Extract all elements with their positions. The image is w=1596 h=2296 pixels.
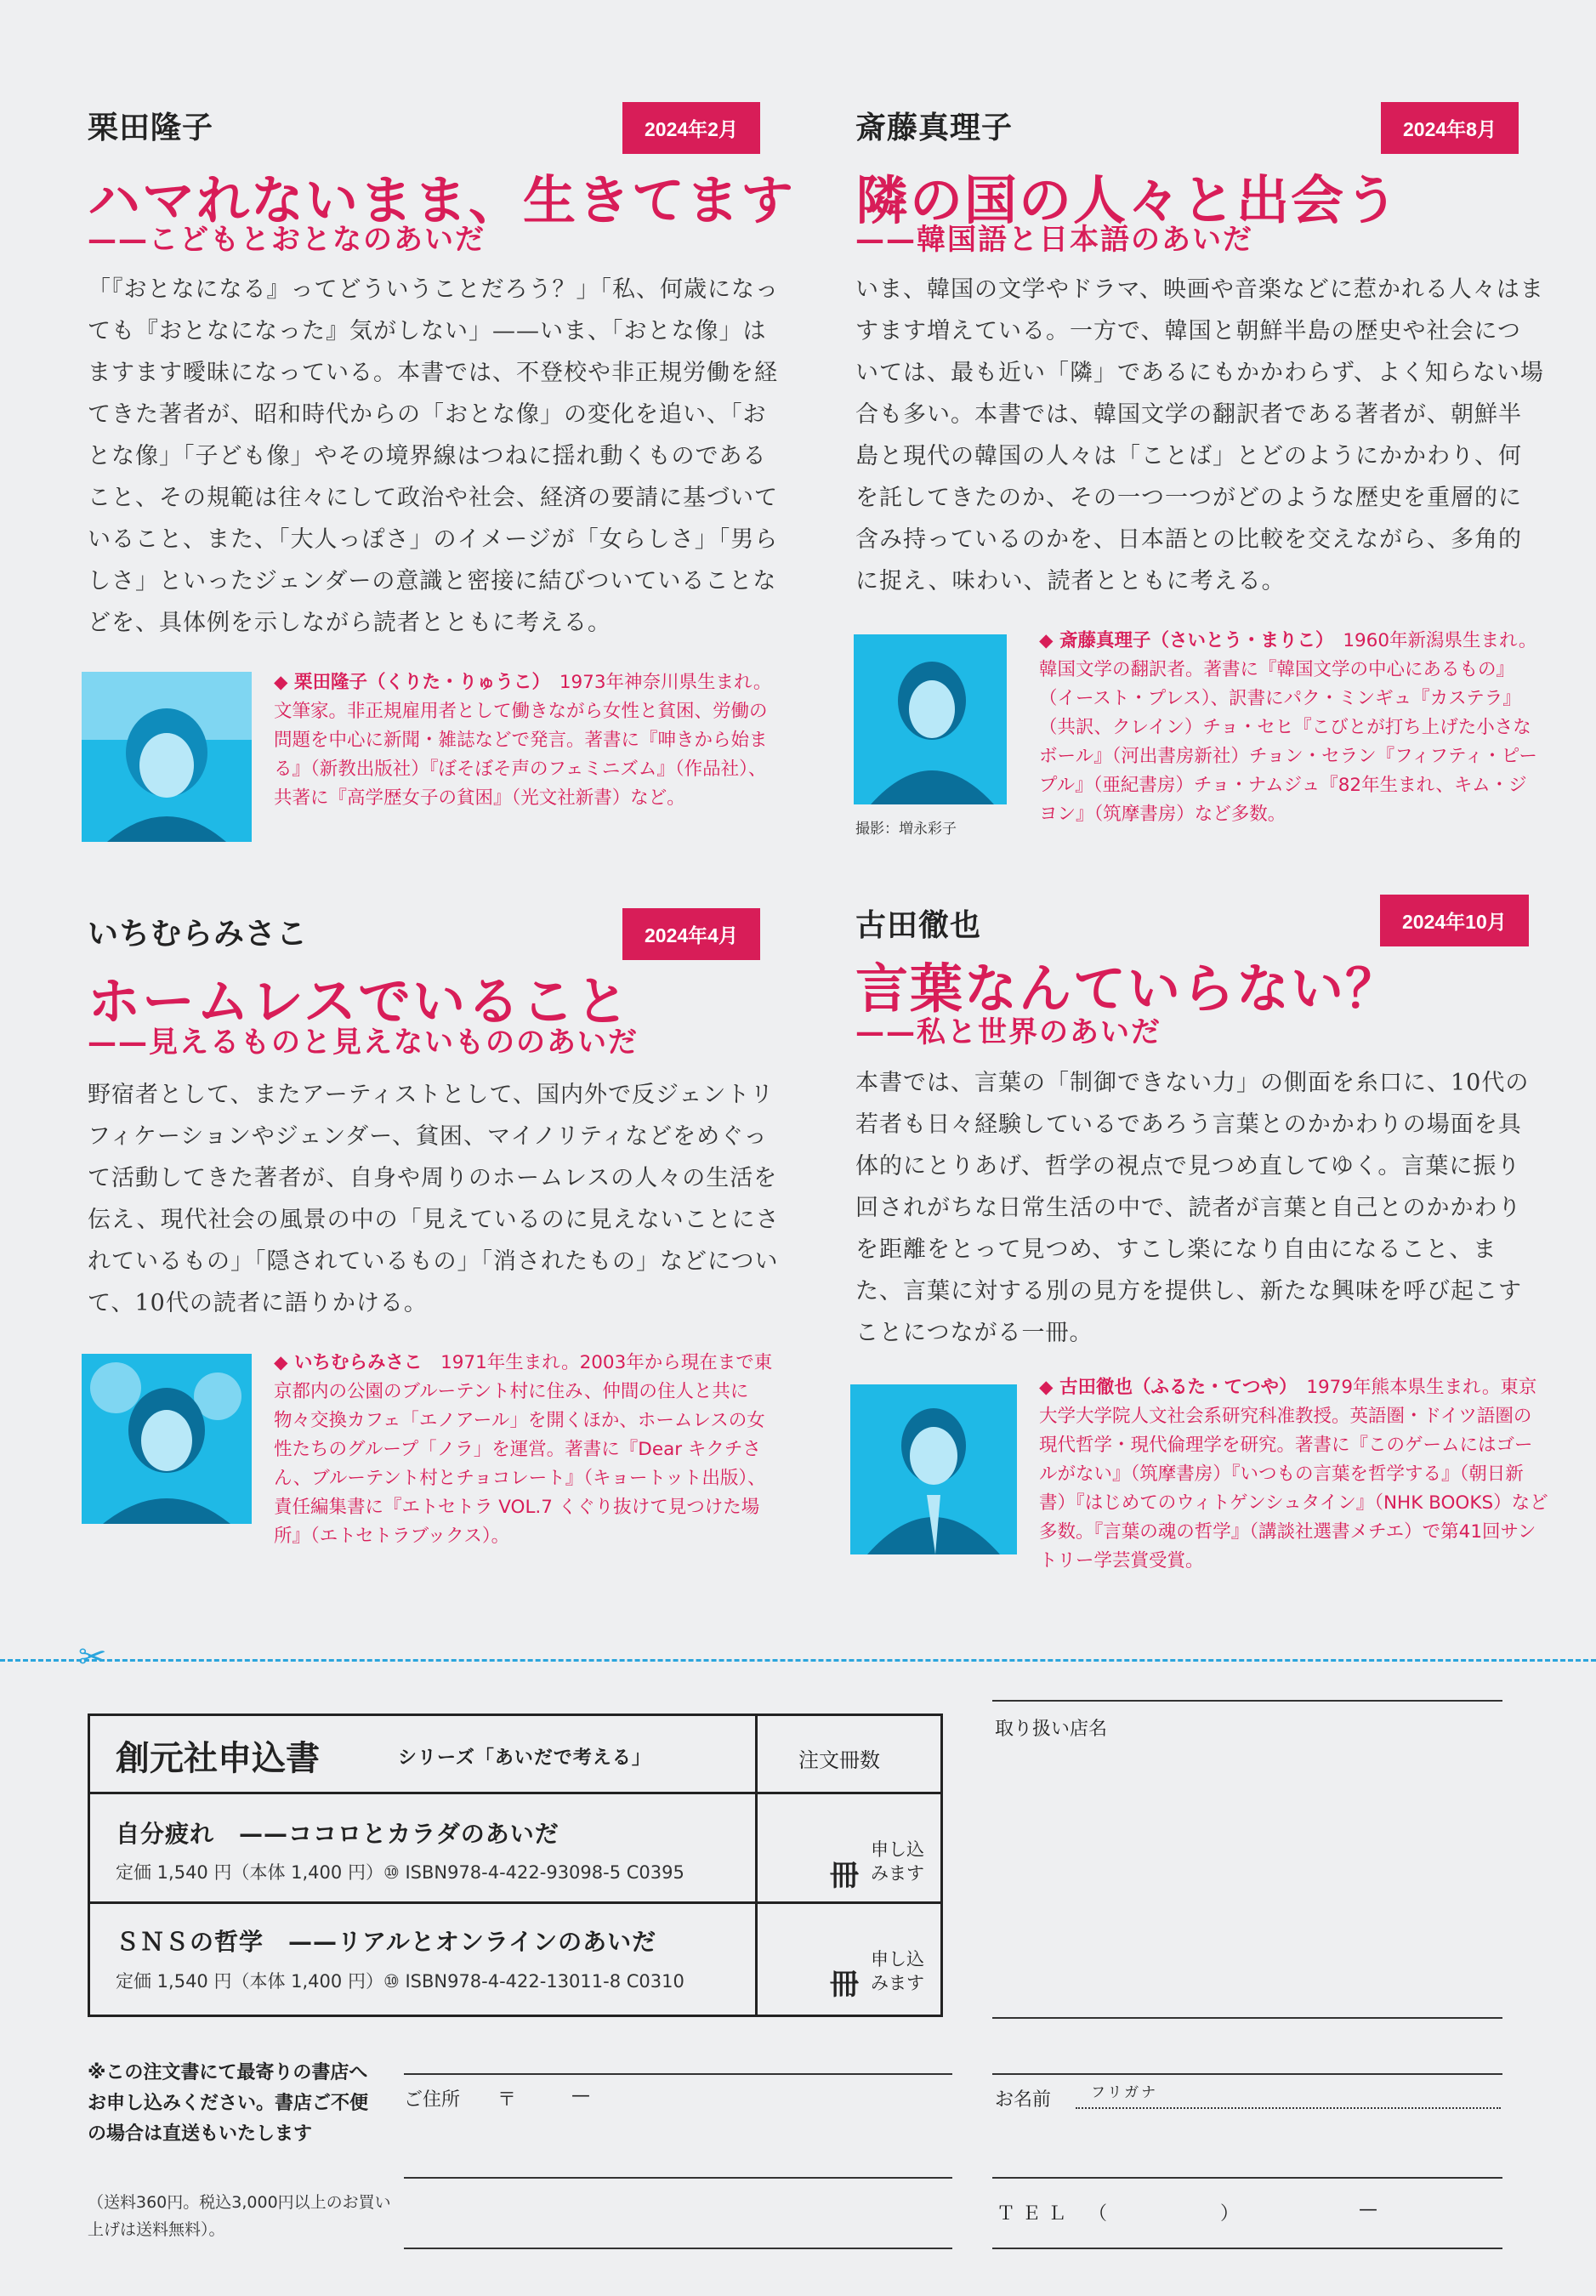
- book-subtitle: ——見えるものと見えないもののあいだ: [88, 1026, 639, 1060]
- address-field[interactable]: [404, 2177, 952, 2179]
- author-name: いちむらみさこ: [88, 917, 309, 952]
- shipping-note: （送料360円。税込3,000円以上のお買い上げは送料無料）。: [88, 2193, 391, 2239]
- quantity-header: 注文冊数: [798, 1748, 880, 1772]
- author-bio: [1039, 1373, 1549, 1576]
- scissors-icon: ✂: [78, 1638, 107, 1677]
- book-subtitle: ——韓国語と日本語のあいだ: [855, 223, 1253, 257]
- order-notice: ※この注文書にて最寄りの書店へお申し込みください。書店ご不便の場合は直送もいたします: [88, 2062, 369, 2145]
- address-field-2[interactable]: [404, 2248, 952, 2249]
- bio-text: 1973年神奈川県生まれ。文筆家。非正規雇用者として働きながら女性と貧困、労働の問題を中心に新聞・雑誌などで発言。著書に『呻きから始まる』（新教出版社）『ぼそぼそ声のフェミニズム』（作品社）、共著に『高学歴女子の貧困』（光文社新書）など。: [274, 672, 772, 809]
- bio-name: 古田徹也（ふるた・てつや）: [1059, 1377, 1288, 1398]
- store-name-field[interactable]: [992, 2017, 1502, 2019]
- order-book-price: 定価 1,540 円（本体 1,400 円）⑩ ISBN978-4-422-13011-8 C0310: [116, 1971, 684, 1992]
- order-book-subtitle: ——ココロとカラダのあいだ: [239, 1820, 559, 1848]
- book-description: 「『おとなになる』ってどういうことだろう？」「私、何歳になっても『おとなになった』気がしない」——いま、「おとな像」はますます曖昧になっている。本書では、不登校や非正規労働を経てきた著者が、昭和時代からの「おとな像」の変化を追い、「おとな像」「子ども像」やその境界線はつねに揺れ動くものであること、その規範は往々にして政治や社会、経済の要請に基づいていること、また、「大人っぽさ」のイメージが「女らしさ」「男らしさ」といったジェンダーの意識と密接に結びついていることなどを、具体例を示しながら読者とともに考える。: [88, 276, 779, 636]
- book-subtitle: ——こどもとおとなのあいだ: [88, 223, 486, 257]
- table-divider: [755, 1716, 758, 2015]
- store-name-top-line: [992, 1700, 1502, 1702]
- furigana-field[interactable]: [1076, 2107, 1501, 2109]
- order-book-name: ＳＮＳの哲学: [116, 1928, 264, 1956]
- name-top-line: [992, 2073, 1502, 2075]
- store-name-label: 取り扱い店名: [995, 1719, 1108, 1740]
- order-book-price: 定価 1,540 円（本体 1,400 円）⑩ ISBN978-4-422-93098-5 C0395: [116, 1862, 684, 1883]
- date-badge: 2024年10月: [1380, 895, 1529, 946]
- book-title: ハマれないまま、生きてます: [88, 169, 796, 231]
- name-label: お名前: [995, 2089, 1052, 2111]
- author-photo: [854, 634, 1007, 804]
- date-badge: 2024年2月: [622, 102, 760, 154]
- name-field[interactable]: [992, 2177, 1502, 2179]
- apply-label: 申し込みます: [871, 1949, 924, 1993]
- book-description: いま、韓国の文学やドラマ、映画や音楽などに惹かれる人々はますます増えている。一方で、韓国と朝鮮半島の歴史や社会については、最も近い「隣」であるにもかかわらず、よく知らない場合も多い。本書では、韓国文学の翻訳者である著者が、朝鮮半島と現代の韓国の人々は「ことば」とどのようにかかわり、何を託してきたのか、その一つ一つがどのような歴史を重層的に含み持っているのかを、日本語との比較を交えながら、多角的に捉え、味わい、読者とともに考える。: [855, 276, 1544, 594]
- tel-dash: —: [1359, 2199, 1377, 2220]
- diamond-icon: ◆: [1039, 630, 1060, 651]
- author-bio: [274, 1349, 775, 1551]
- cut-line: [0, 1659, 1596, 1662]
- quantity-unit[interactable]: 冊: [830, 1968, 859, 2002]
- book-title: 隣の国の人々と出会う: [855, 169, 1400, 231]
- diamond-icon: ◆: [274, 1352, 295, 1373]
- order-book-subtitle: ——リアルとオンラインのあいだ: [288, 1928, 657, 1956]
- address-label: ご住所: [404, 2089, 461, 2111]
- diamond-icon: ◆: [1039, 1377, 1060, 1398]
- book-title: 言葉なんていらない？: [855, 958, 1400, 1020]
- bio-name: いちむらみさこ: [294, 1352, 423, 1373]
- author-bio: [1039, 627, 1541, 829]
- book-subtitle: ——私と世界のあいだ: [855, 1015, 1162, 1049]
- tel-open-paren: （: [1088, 2203, 1108, 2225]
- bio-text: 1971年生まれ。2003年から現在まで東京都内の公園のブルーテント村に住み、仲間の住人と共に物々交換カフェ「エノアール」を開くほか、ホームレスの女性たちのグループ「ノラ」を運営。著書に『Dear キクチさん、ブルーテント村とチョコレート』（キョートット出版）、責任編集書に『エトセトラ VOL.7 くぐり抜けて見つけた場所』（エトセトラブックス）。: [274, 1352, 773, 1547]
- book-description: 野宿者として、またアーティストとして、国内外で反ジェントリフィケーションやジェンダー、貧困、マイノリティなどをめぐって活動してきた著者が、自身や周りのホームレスの人々の生活を伝え、現代社会の風景の中の「見えているのに見えないことにされているもの」「隠されているもの」「消されたもの」などについて、10代の読者に語りかける。: [88, 1082, 780, 1316]
- order-book-title: [116, 1924, 656, 1958]
- apply-label: 申し込みます: [871, 1839, 924, 1884]
- tel-close-paren: ）: [1220, 2203, 1240, 2225]
- order-form-table: [88, 1713, 943, 2017]
- diamond-icon: ◆: [274, 672, 295, 693]
- postal-dash: —: [571, 2085, 590, 2106]
- furigana-label: フリガナ: [1091, 2084, 1159, 2101]
- book-title: ホームレスでいること: [88, 970, 631, 1032]
- bio-text: 1979年熊本県生まれ。東京大学大学院人文社会系研究科准教授。英語圏・ドイツ語圏の現代哲学・現代倫理学を研究。著書に『このゲームにはゴールがない』（筑摩書房）『いつもの言葉を哲学する』（朝日新書）『はじめてのウィトゲンシュタイン』（NHK BOOKS）など多数。『言葉の魂の哲学』（講談社選書メチエ）で第41回サントリー学芸賞受賞。: [1039, 1377, 1548, 1571]
- author-photo: [850, 1384, 1017, 1554]
- author-photo: [82, 1354, 252, 1524]
- series-name: シリーズ「あいだで考える」: [398, 1748, 651, 1769]
- tel-field[interactable]: [992, 2248, 1502, 2249]
- order-book-title: [116, 1816, 559, 1850]
- table-divider: [90, 1792, 940, 1794]
- quantity-unit[interactable]: 冊: [830, 1859, 859, 1893]
- bio-name: 栗田隆子（くりた・りゅうこ）: [294, 672, 542, 693]
- order-form-title: 創元社申込書: [116, 1739, 320, 1778]
- date-badge: 2024年4月: [622, 908, 760, 960]
- tel-label: ＴＥＬ: [997, 2203, 1074, 2225]
- table-divider: [90, 1901, 940, 1904]
- bio-text: 1960年新潟県生まれ。韓国文学の翻訳者。著書に『韓国文学の中心にあるもの』（イースト・プレス）、訳書にパク・ミンギュ『カステラ』（共訳、クレイン）チョ・セヒ『こびとが打ち上げた小さなボール』（河出書房新社）チョン・セラン『フィフティ・ピープル』（亜紀書房）チョ・ナムジュ『82年生まれ、キム・ジヨン』（筑摩書房）など多数。: [1039, 630, 1537, 825]
- postal-mark: 〒: [497, 2089, 517, 2111]
- address-top-line: [404, 2073, 952, 2075]
- author-name: 古田徹也: [855, 908, 982, 943]
- author-photo: [82, 672, 252, 842]
- author-bio: [274, 668, 775, 813]
- author-name: 斎藤真理子: [855, 111, 1014, 145]
- book-description: 本書では、言葉の「制御できない力」の側面を糸口に、10代の若者も日々経験しているであろう言葉とのかかわりの場面を具体的にとりあげ、哲学の視点で見つめ直してゆく。言葉に振り回されがちな日常生活の中で、読者が言葉と自己とのかかわりを距離をとって見つめ、すこし楽になり自由になること、また、言葉に対する別の見方を提供し、新たな興味を呼び起こすことにつながる一冊。: [855, 1070, 1530, 1346]
- author-name: 栗田隆子: [88, 111, 214, 145]
- date-badge: 2024年8月: [1381, 102, 1519, 154]
- photo-credit: 撮影：増永彩子: [855, 821, 957, 838]
- order-book-name: 自分疲れ: [116, 1820, 215, 1848]
- bio-name: 斎藤真理子（さいとう・まりこ）: [1059, 630, 1325, 651]
